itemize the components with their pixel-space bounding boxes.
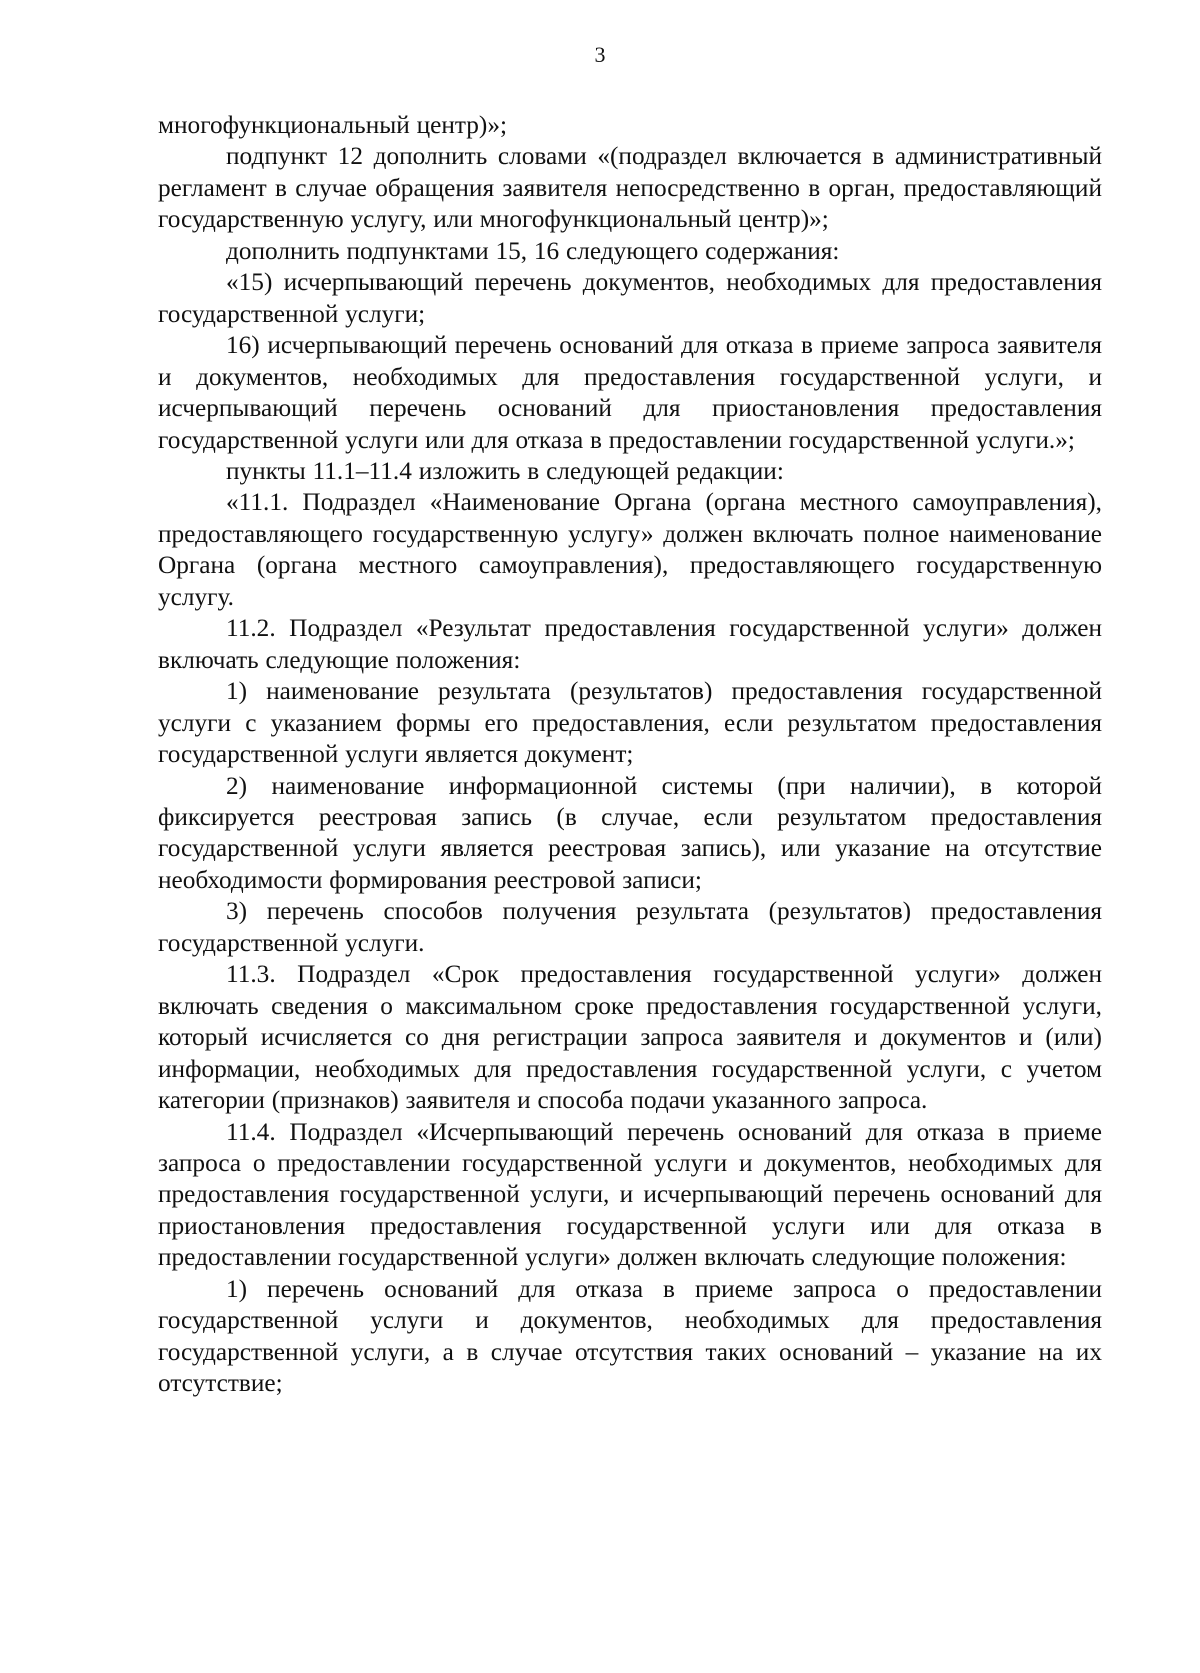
paragraph: 1) наименование результата (результатов) предоставления государственной услуги с указанием формы его предоставления, если результатом предоставления государственной услуги является документ; bbox=[158, 677, 1102, 769]
paragraph: 11.4. Подраздел «Исчерпывающий перечень оснований для отказа в приеме запроса о предоставлении государственной услуги и документов, необходимых для предоставления государственной услуги, и исчерпывающий перечень оснований для приостановления предоставления государственной услуги или для отказа в предоставлении государственной услуги» должен включать следующие положения: bbox=[158, 1117, 1102, 1272]
document-body bbox=[158, 110, 1102, 1400]
paragraph: 11.3. Подраздел «Срок предоставления государственной услуги» должен включать сведения о максимальном сроке предоставления государственной услуги, который исчисляется со дня регистрации запроса заявителя и документов и (или) информации, необходимых для предоставления государственной услуги, с учетом категории (признаков) заявителя и способа подачи указанного запроса. bbox=[158, 960, 1102, 1115]
paragraph: 11.2. Подраздел «Результат предоставления государственной услуги» должен включать следующие положения: bbox=[158, 614, 1102, 674]
paragraph: подпункт 12 дополнить словами «(подраздел включается в административный регламент в случае обращения заявителя непосредственно в орган, предоставляющий государственную услугу, или многофункциональный центр)»; bbox=[158, 142, 1102, 234]
paragraph: многофункциональный центр)»; bbox=[158, 111, 508, 139]
paragraph: 2) наименование информационной системы (при наличии), в которой фиксируется реестровая запись (в случае, если результатом предоставления государственной услуги является реестровая запись), или указание на отсутствие необходимости формирования реестровой записи; bbox=[158, 771, 1102, 894]
paragraph: 3) перечень способов получения результата (результатов) предоставления государственной услуги. bbox=[158, 897, 1102, 957]
paragraph: 1) перечень оснований для отказа в приеме запроса о предоставлении государственной услуги и документов, необходимых для предоставления государственной услуги, а в случае отсутствия таких оснований – указание на их отсутствие; bbox=[158, 1274, 1102, 1398]
paragraph: «15) исчерпывающий перечень документов, необходимых для предоставления государственной услуги; bbox=[158, 268, 1102, 328]
paragraph: 16) исчерпывающий перечень оснований для отказа в приеме запроса заявителя и документов, необходимых для предоставления государственной услуги, и исчерпывающий перечень оснований для приостановления предоставления государственной услуги или для отказа в предоставлении государственной услуги.»; bbox=[158, 331, 1102, 454]
paragraph: пункты 11.1–11.4 изложить в следующей редакции: bbox=[226, 456, 784, 485]
paragraph: «11.1. Подраздел «Наименование Органа (органа местного самоуправления), предоставляющего государственную услугу» должен включать полное наименование Органа (органа местного самоуправления), предоставляющего государственную услугу. bbox=[158, 488, 1102, 611]
page-number: 3 bbox=[594, 42, 606, 67]
paragraph: дополнить подпунктами 15, 16 следующего содержания: bbox=[226, 236, 840, 265]
